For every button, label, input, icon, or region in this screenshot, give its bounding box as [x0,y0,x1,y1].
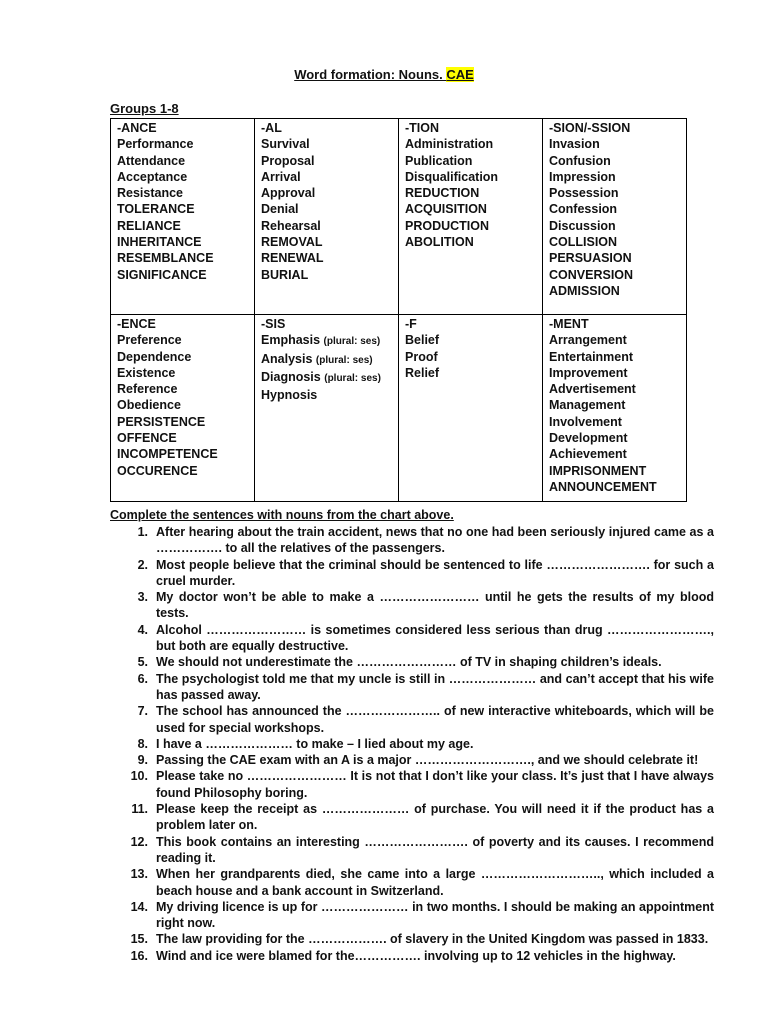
chart-word: RESEMBLANCE [117,251,214,266]
chart-word: Possession [549,186,619,201]
chart-word: Dependence [117,349,192,364]
sentence-number: 7. [137,704,148,719]
page-title [0,67,768,82]
chart-word: COLLISION [549,235,618,250]
sentence-item [110,654,714,670]
sentence-number: 6. [137,671,148,686]
chart-word: Entertainment [549,349,634,364]
chart-word: Obedience [117,398,181,413]
sentence-text: My doctor won’t be able to make a …………………… until he gets the results of my blood tests. [156,590,714,621]
chart-word: Advertisement [549,382,636,397]
chart-word: Performance [117,137,194,152]
chart-word: Resistance [117,186,184,201]
chart-word: PERSUASION [549,251,632,266]
chart-word: Arrangement [549,333,627,348]
groups-heading: Groups 1-8 [110,101,179,116]
sentence-number: 13. [130,867,148,882]
chart-word: Approval [261,186,316,201]
suffix-heading: -TION [405,121,440,135]
chart-word: Impression [549,169,616,184]
chart-word: INCOMPETENCE [117,447,218,462]
chart-word: Confession [549,202,618,217]
chart-cell-ence [111,315,255,502]
sentence-text: The psychologist told me that my uncle is still in ………………… and can’t accept that his wife has passed away. [156,671,714,702]
sentence-text: Passing the CAE exam with an A is a major ………………………., and we should celebrate it! [156,753,699,768]
title-text: Word formation: Nouns. [294,67,447,82]
suffix-heading: -AL [261,121,282,135]
sentence-item [110,768,714,801]
sentence-item [110,703,714,736]
chart-word: Belief [405,333,440,348]
chart-cell-ance [111,119,255,315]
title-highlight: CAE [446,67,474,82]
chart-word: Improvement [549,365,628,380]
plural-note: (plural: ses) [323,336,381,348]
chart-word: Discussion [549,218,616,233]
sentence-item [110,736,714,752]
sentence-text: My driving licence is up for ………………… in two months. I should be making an appointment right now. [156,899,714,931]
chart-word: Management [549,398,626,413]
suffix-heading: -ANCE [117,121,157,135]
sentence-item [110,622,714,655]
chart-word: Relief [405,365,440,380]
chart-word: Publication [405,153,473,168]
chart-word: ABOLITION [405,235,474,250]
chart-cell-f [399,315,543,502]
sentence-number: 5. [137,655,148,670]
instructions: Complete the sentences with nouns from the chart above. [110,508,454,522]
sentence-number: 11. [131,802,148,817]
sentence-text: Wind and ice were blamed for the……………. involving up to 12 vehicles in the highway. [156,948,676,963]
sentence-number: 4. [137,622,148,637]
sentence-text: Please take no …………………… It is not that I don’t like your class. It’s just that I have always found Philosophy boring. [156,769,714,800]
sentence-number: 9. [137,753,148,768]
chart-word: Disqualification [405,169,499,184]
sentence-text: Most people believe that the criminal should be sentenced to life ……………………. for such a cruel murder. [156,557,714,588]
sentence-number: 15. [130,932,148,947]
chart-word: Confusion [549,153,611,168]
chart-word: CONVERSION [549,267,634,282]
chart-word: Rehearsal [261,218,321,233]
sentence-list [110,524,714,964]
chart-row-2 [111,315,687,502]
sentence-item [110,801,714,834]
chart-word: Acceptance [117,169,188,184]
sentence-number: 16. [130,948,148,963]
sentence-text: The school has announced the ………………….. of new interactive whiteboards, which will be used for special workshops. [156,704,714,735]
sentence-number: 2. [137,557,148,572]
chart-word: RELIANCE [117,218,181,233]
chart-word: Proposal [261,153,315,168]
chart-word: ANNOUNCEMENT [549,479,657,494]
suffix-heading: -SIS [261,317,286,331]
chart-word: TOLERANCE [117,202,195,217]
chart-cell-al [255,119,399,315]
chart-cell-ment [543,315,687,502]
chart-word: RENEWAL [261,251,324,266]
chart-word: PERSISTENCE [117,414,206,429]
sentence-item [110,557,714,590]
sentence-number: 12. [130,834,148,849]
sentence-item [110,948,714,964]
plural-note: (plural: ses) [324,372,381,384]
sentence-text: This book contains an interesting ……………………. of poverty and its causes. I recommend reading it. [156,834,714,865]
sentence-item [110,931,714,947]
sentence-number: 10. [130,769,148,784]
sentence-text: After hearing about the train accident, news that no one had been seriously injured came as a ……………. to all the relatives of the passengers. [156,525,714,556]
chart-word: Preference [117,333,182,348]
chart-row-1 [111,119,687,315]
sentence-text: The law providing for the ………………. of slavery in the United Kingdom was passed in 1833. [156,932,709,947]
sentence-text: Alcohol …………………… is sometimes considered less serious than drug ……………………., but both are equally destructive. [156,622,714,654]
sentence-number: 14. [130,899,148,914]
suffix-heading: -ENCE [117,317,156,331]
chart-word: Denial [261,202,299,217]
sentence-item [110,834,714,867]
suffix-heading: -F [405,317,417,331]
chart-word: REDUCTION [405,186,480,201]
chart-cell-sion [543,119,687,315]
suffix-heading: -SION/-SSION [549,121,631,135]
sentence-item [110,524,714,557]
sentence-number: 3. [137,590,148,605]
chart-word: Invasion [549,137,600,152]
plural-note: (plural: ses) [315,354,373,366]
chart-word: IMPRISONMENT [549,463,647,478]
sentence-item [110,866,714,899]
chart-word: PRODUCTION [405,218,490,233]
chart-word: Proof [405,349,438,364]
sentence-text: We should not underestimate the …………………… of TV in shaping children’s ideals. [156,655,662,670]
chart-word: Achievement [549,447,627,462]
chart-word: BURIAL [261,267,309,282]
sentence-item [110,752,714,768]
sentence-text: When her grandparents died, she came into a large ……………………….., which included a beach house and a bank account in Switzerland. [156,867,714,898]
chart-word: Existence [117,365,176,380]
sentence-number: 8. [137,736,148,751]
chart-word: Survival [261,137,310,152]
sentence-text: Please keep the receipt as ………………… of purchase. You will need it if the product has a problem later on. [156,802,714,833]
chart-word: Emphasis (plural: ses) [261,333,381,348]
sentence-number: 1. [137,525,148,539]
chart-word: OCCURENCE [117,463,198,478]
suffix-heading: -MENT [549,317,589,331]
chart-word: SIGNIFICANCE [117,267,207,282]
chart-word: OFFENCE [117,431,177,446]
chart-word: Arrival [261,169,301,184]
chart-word: Involvement [549,414,622,429]
chart-word: ACQUISITION [405,202,487,217]
sentence-item [110,671,714,704]
chart-cell-tion [399,119,543,315]
chart-word: Analysis (plural: ses) [261,351,373,366]
chart-word: Hypnosis [261,388,318,403]
sentence-item [110,899,714,932]
sentence-text: I have a ………………… to make – I lied about my age. [156,736,474,751]
chart-word: REMOVAL [261,235,323,250]
suffix-chart [110,118,687,502]
sentence-item [110,589,714,622]
chart-word: Reference [117,382,178,397]
chart-word: INHERITANCE [117,235,202,250]
chart-cell-sis [255,315,399,502]
chart-word: ADMISSION [549,283,620,298]
chart-word: Administration [405,137,494,152]
chart-word: Attendance [117,153,186,168]
chart-word: Diagnosis (plural: ses) [261,369,381,384]
chart-word: Development [549,431,628,446]
